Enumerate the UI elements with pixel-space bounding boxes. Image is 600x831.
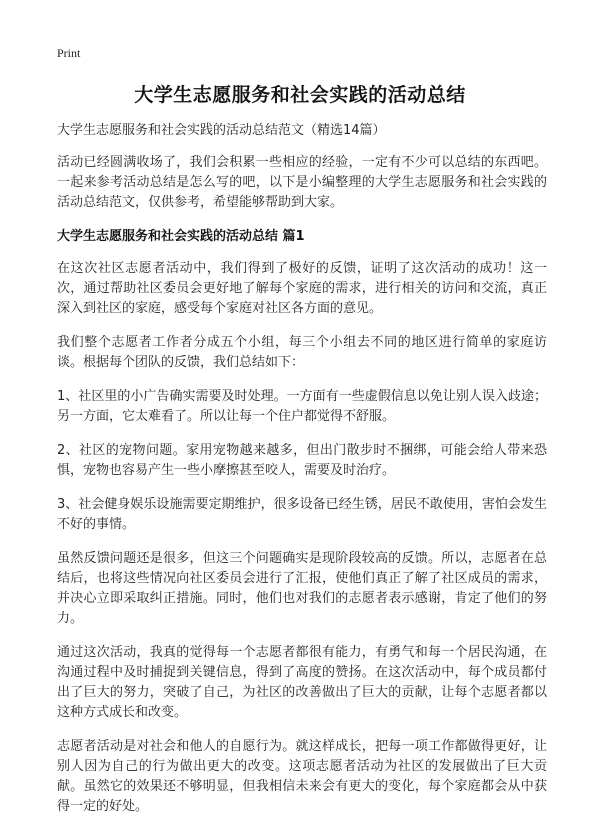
body-paragraph: 志愿者活动是对社会和他人的自愿行为。就这样成长，把每一项工作都做得更好，让别人因为自己的行为做出更大的改变。这项志愿者活动为社区的发展做出了巨大贡献。虽然它的效果还不够明显，但我相信未来会有更大的变化，每个家庭都会从中获得一定的好处。 bbox=[57, 739, 547, 814]
body-paragraph: 在这次社区志愿者活动中，我们得到了极好的反馈，证明了这次活动的成功！这一次，通过帮助社区委员会更好地了解每个家庭的需求，进行相关的访问和交流，真正深入到社区的家庭，感受每个家庭对社区各方面的意见。 bbox=[57, 261, 547, 316]
section-heading: 大学生志愿服务和社会实践的活动总结 篇1 bbox=[57, 229, 305, 244]
intro-paragraph: 活动已经圆满收场了，我们会积累一些相应的经验，一定有不少可以总结的东西吧。一起来参考活动总结是怎么写的吧，以下是小编整理的大学生志愿服务和社会实践的活动总结范文，仅供参考，希望能够帮助到大家。 bbox=[57, 155, 547, 210]
print-link[interactable]: Print bbox=[57, 46, 81, 60]
body-paragraph: 我们整个志愿者工作者分成五个小组，每三个小组去不同的地区进行简单的家庭访谈。根据每个团队的反馈，我们总结如下： bbox=[57, 335, 547, 370]
document-subtitle: 大学生志愿服务和社会实践的活动总结范文（精选14篇） bbox=[57, 123, 386, 138]
document-body bbox=[57, 122, 547, 831]
body-paragraph: 虽然反馈问题还是很多，但这三个问题确实是现阶段较高的反馈。所以，志愿者在总结后，也将这些情况向社区委员会进行了汇报，使他们真正了解了社区成员的需求，并决心立即采取纠正措施。同时，他们也对我们的志愿者表示感谢，肯定了他们的努力。 bbox=[57, 551, 547, 626]
body-paragraph: 通过这次活动，我真的觉得每一个志愿者都很有能力，有勇气和每一个居民沟通，在沟通过程中及时捕捉到关键信息，得到了高度的赞扬。在这次活动中，每个成员都付出了巨大的努力，突破了自己，为社区的改善做出了巨大的贡献，让每个志愿者都以这种方式成长和改变。 bbox=[57, 645, 547, 720]
page-title: 大学生志愿服务和社会实践的活动总结 bbox=[134, 84, 466, 106]
list-item-paragraph: 2、社区的宠物问题。家用宠物越来越多，但出门散步时不捆绑，可能会给人带来恐惧，宠物也容易产生一些小摩擦甚至咬人，需要及时治疗。 bbox=[57, 443, 547, 478]
list-item-paragraph: 3、社会健身娱乐设施需要定期维护，很多设备已经生锈，居民不敢使用，害怕会发生不好的事情。 bbox=[57, 497, 547, 532]
list-item-paragraph: 1、社区里的小广告确实需要及时处理。一方面有一些虚假信息以免让别人误入歧途；另一方面，它太难看了。所以让每一个住户都觉得不舒服。 bbox=[57, 389, 547, 424]
